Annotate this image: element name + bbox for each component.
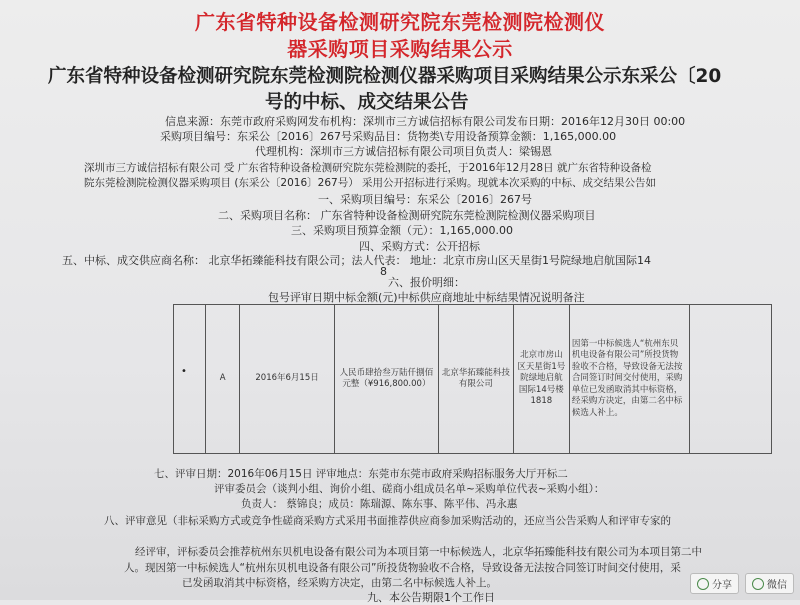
- section-5: 五、中标、成交供应商名称： 北京华拓臻能科技有限公司；法人代表： 地址：北京市房山区天星街1号院绿地启航国际14: [62, 254, 651, 267]
- share-icon: [697, 578, 709, 590]
- red-title-line-1: 广东省特种设备检测研究院东莞检测院检测仪: [195, 10, 605, 34]
- review-committee: 评审委员会（谈判小组、询价小组、磋商小组成员名单~采购单位代表~采购小组）：: [214, 483, 605, 495]
- wechat-label: 微信: [767, 580, 787, 591]
- table-header-line: 包号评审日期中标金额(元)中标供应商地址中标结果情况说明备注: [268, 291, 585, 304]
- share-label: 分享: [712, 580, 732, 591]
- main-title-line-1: 广东省特种设备检测研究院东莞检测院检测仪器采购项目采购结果公示东采公〔20: [48, 66, 722, 87]
- intro-line-1: 深圳市三方诚信招标有限公司 受 广东省特种设备检测研究院东莞检测院的委托，于2016年12月28日 就广东省特种设备检: [84, 162, 652, 174]
- bid-table: [173, 304, 772, 454]
- committee-members: 负责人： 蔡锦良；成员：陈瑞源、陈东事、陈平伟、冯永惠: [241, 498, 518, 510]
- info-agency: 代理机构：深圳市三方诚信招标有限公司项目负责人：梁锡恩: [255, 145, 552, 158]
- section-5-cont: 8: [380, 265, 387, 278]
- footer-actions: [690, 573, 794, 594]
- red-title-line-2: 器采购项目采购结果公示: [287, 37, 513, 61]
- wechat-button[interactable]: [745, 573, 794, 594]
- info-project: 采购项目编号：东采公〔2016〕267号采购品目：货物类\专用设备预算金额：1,165,000.00: [160, 130, 617, 143]
- cell-blank: [174, 305, 206, 454]
- section-1: 一、采购项目编号：东采公〔2016〕267号: [318, 193, 532, 206]
- cell-note: 因第一中标候选人“杭州东贝机电设备有限公司”所投货物验收不合格，导致设备无法按合同签订时间交付使用，采购单位已发函取消其中标资格，经采购方决定，由第二名中标候选人补上。: [569, 305, 689, 454]
- opinion-line-1: 经评审，评标委员会推荐杭州东贝机电设备有限公司为本项目第一中标候选人，北京华拓臻能科技有限公司为本项目第二中: [135, 546, 702, 558]
- section-3: 三、采购项目预算金额（元）：1,165,000.00: [291, 224, 513, 237]
- opinion-line-3: 已发函取消其中标资格，经采购方决定，由第二名中标候选人补上。: [182, 577, 497, 589]
- wechat-icon: [752, 578, 764, 590]
- opinion-line-2: 人。现因第一中标候选人“杭州东贝机电设备有限公司”所投货物验收不合格，导致设备无法按合同签订时间交付使用，采: [124, 562, 681, 574]
- section-2: 二、采购项目名称： 广东省特种设备检测研究院东莞检测院检测仪器采购项目: [218, 209, 596, 222]
- cell-review-date: 2016年6月15日: [240, 305, 335, 454]
- intro-line-2: 院东莞检测院检测仪器采购项目 (东采公〔2016〕267号） 采用公开招标进行采购。现就本次采购的中标、成交结果公告如: [84, 177, 657, 189]
- share-button[interactable]: [690, 573, 739, 594]
- cell-address: 北京市房山区天星街1号院绿地启航国际14号楼1818: [513, 305, 569, 454]
- section-6: 六、报价明细：: [388, 276, 465, 289]
- section-9: 九、本公告期限1个工作日: [367, 591, 495, 604]
- cell-amount: 人民币肆拾叁万陆仟捌佰元整（¥916,800.00）: [334, 305, 438, 454]
- section-4: 四、采购方式：公开招标: [359, 240, 480, 253]
- info-source: 信息来源：东莞市政府采购网发布机构：深圳市三方诚信招标有限公司发布日期：2016年12月30日 00:00: [165, 115, 686, 128]
- table-row: [174, 305, 772, 454]
- section-8: 八、评审意见（非标采购方式或竞争性磋商采购方式采用书面推荐供应商参加采购活动的，还应当公告采购人和评审专家的: [104, 515, 671, 527]
- cell-package: A: [206, 305, 240, 454]
- cell-remark: [689, 305, 771, 454]
- row-bullet: •: [181, 366, 187, 377]
- main-title-line-2: 号的中标、成交结果公告: [265, 92, 469, 113]
- cell-supplier: 北京华拓臻能科技有限公司: [438, 305, 513, 454]
- section-7: 七、评审日期：2016年06月15日 评审地点：东莞市东莞市政府采购招标服务大厅开标二: [154, 468, 568, 480]
